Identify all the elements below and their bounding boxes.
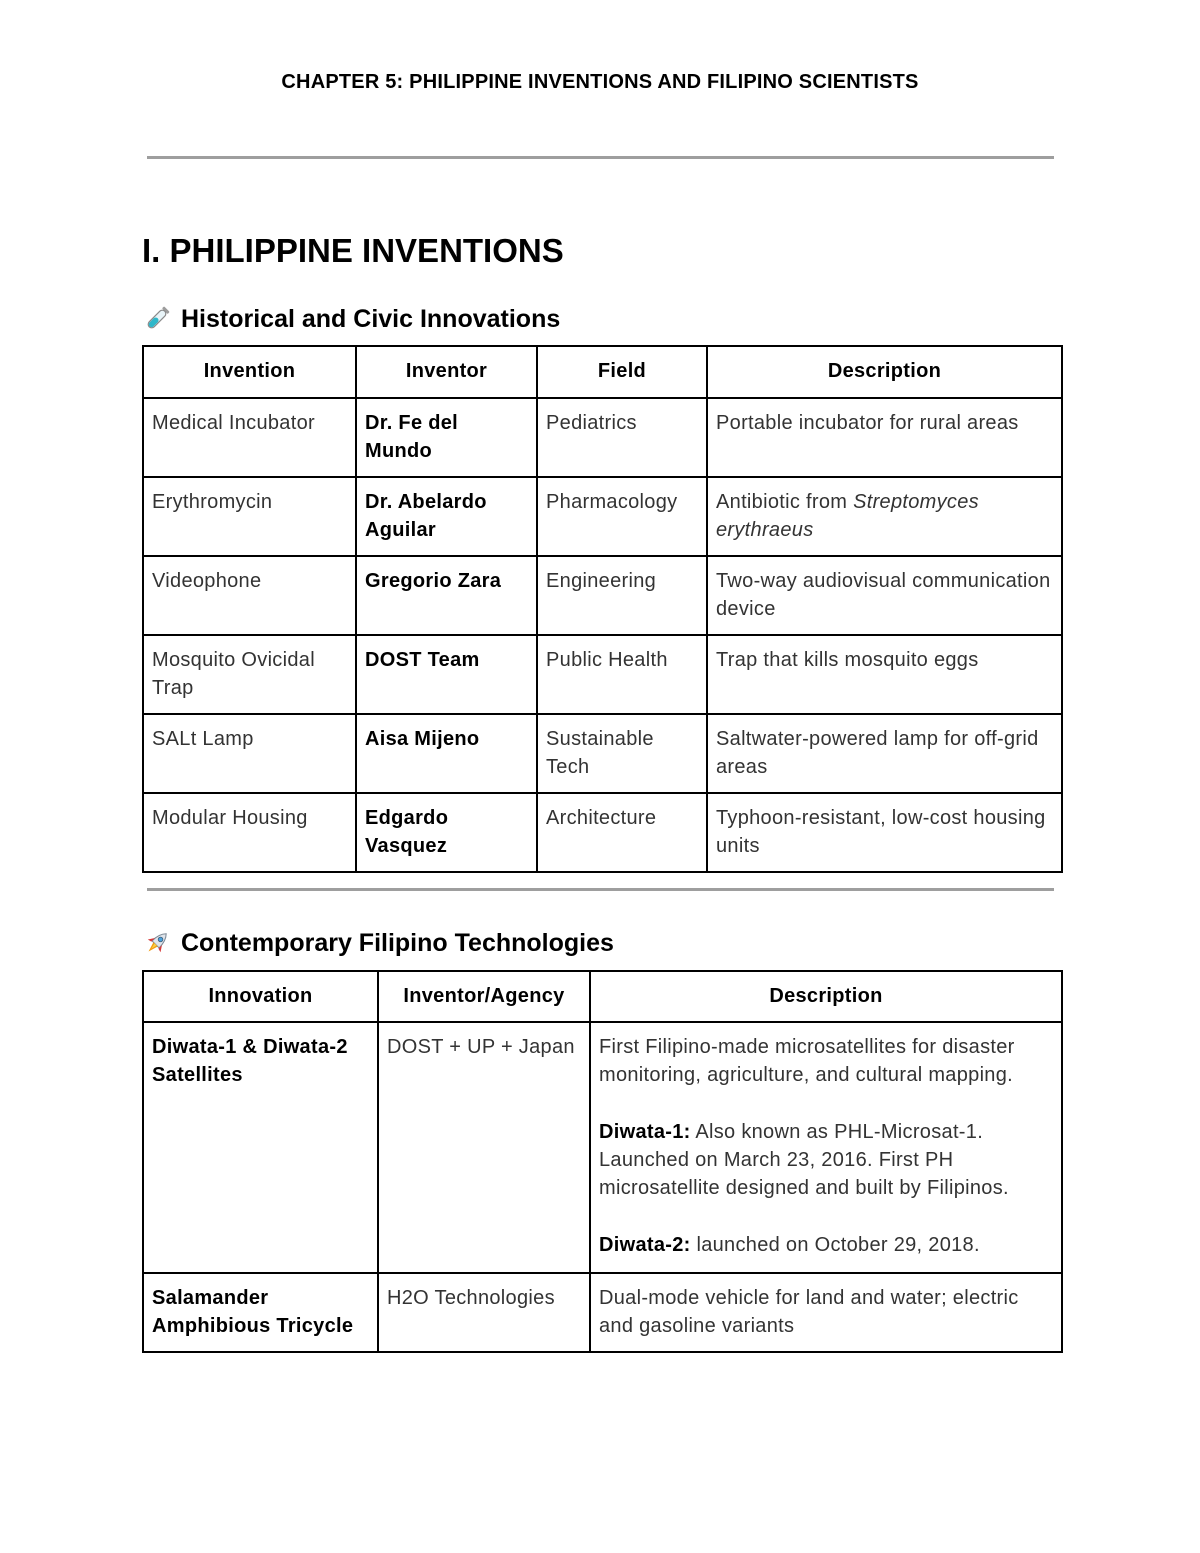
inventor-cell: Dr. Fe del Mundo xyxy=(356,398,537,477)
column-header: Innovation xyxy=(143,971,378,1022)
section-title: I. PHILIPPINE INVENTIONS xyxy=(142,232,564,269)
table-row xyxy=(143,714,1062,793)
test-tube-icon xyxy=(142,304,172,334)
horizontal-divider xyxy=(147,888,1054,891)
historical-heading xyxy=(142,304,560,334)
column-header: Invention xyxy=(143,346,356,398)
table-row xyxy=(143,477,1062,556)
invention-cell: Videophone xyxy=(143,556,356,635)
description-cell: Dual-mode vehicle for land and water; electric and gasoline variants xyxy=(590,1273,1062,1352)
field-cell: Architecture xyxy=(537,793,707,872)
field-cell: Public Health xyxy=(537,635,707,714)
column-header: Description xyxy=(707,346,1062,398)
table-row xyxy=(143,635,1062,714)
diwata-1-label: Diwata-1: xyxy=(599,1121,691,1143)
column-header: Inventor/Agency xyxy=(378,971,590,1022)
agency-cell: H2O Technologies xyxy=(378,1273,590,1352)
description-cell: Two-way audiovisual communication device xyxy=(707,556,1062,635)
table-row xyxy=(143,1022,1062,1273)
invention-cell: Medical Incubator xyxy=(143,398,356,477)
table-row xyxy=(143,556,1062,635)
agency-cell: DOST + UP + Japan xyxy=(378,1022,590,1273)
description-cell xyxy=(707,477,1062,556)
description-cell: Typhoon-resistant, low-cost housing units xyxy=(707,793,1062,872)
horizontal-divider xyxy=(147,156,1054,159)
description-cell: Saltwater-powered lamp for off-grid areas xyxy=(707,714,1062,793)
column-header: Field xyxy=(537,346,707,398)
invention-cell: SALt Lamp xyxy=(143,714,356,793)
description-text: First Filipino-made microsatellites for disaster monitoring, agriculture, and cultural mapping. xyxy=(599,1036,1015,1086)
description-cell xyxy=(590,1022,1062,1273)
chapter-title: CHAPTER 5: PHILIPPINE INVENTIONS AND FILIPINO SCIENTISTS xyxy=(281,71,919,93)
invention-cell: Erythromycin xyxy=(143,477,356,556)
column-header: Inventor xyxy=(356,346,537,398)
contemporary-technologies-table xyxy=(142,970,1063,1353)
historical-heading-text: Historical and Civic Innovations xyxy=(181,304,561,333)
inventor-cell: Aisa Mijeno xyxy=(356,714,537,793)
table-row xyxy=(143,398,1062,477)
table-header-row xyxy=(143,971,1062,1022)
invention-cell: Modular Housing xyxy=(143,793,356,872)
invention-cell: Mosquito Ovicidal Trap xyxy=(143,635,356,714)
rocket-icon xyxy=(142,928,172,958)
diwata-2-label: Diwata-2: xyxy=(599,1234,691,1256)
inventor-cell: Gregorio Zara xyxy=(356,556,537,635)
inventor-cell: Dr. Abelardo Aguilar xyxy=(356,477,537,556)
inventor-cell: DOST Team xyxy=(356,635,537,714)
historical-innovations-table xyxy=(142,345,1063,873)
inventor-cell: Edgardo Vasquez xyxy=(356,793,537,872)
diwata-2-text: launched on October 29, 2018. xyxy=(690,1234,980,1256)
description-text: Antibiotic from xyxy=(716,491,854,513)
innovation-cell: Diwata-1 & Diwata-2 Satellites xyxy=(143,1022,378,1273)
species-name: Streptomyces erythraeus xyxy=(716,491,979,541)
description-cell: Portable incubator for rural areas xyxy=(707,398,1062,477)
innovation-cell: Salamander Amphibious Tricycle xyxy=(143,1273,378,1352)
field-cell: Pharmacology xyxy=(537,477,707,556)
contemporary-heading xyxy=(142,928,614,958)
contemporary-heading-text: Contemporary Filipino Technologies xyxy=(181,928,614,957)
field-cell: Engineering xyxy=(537,556,707,635)
table-row xyxy=(143,793,1062,872)
column-header: Description xyxy=(590,971,1062,1022)
field-cell: Sustainable Tech xyxy=(537,714,707,793)
table-row xyxy=(143,1273,1062,1352)
diwata-1-text: Also known as PHL-Microsat-1. Launched on March 23, 2016. First PH microsatellite designed and built by Filipinos. xyxy=(599,1121,1009,1199)
field-cell: Pediatrics xyxy=(537,398,707,477)
description-cell: Trap that kills mosquito eggs xyxy=(707,635,1062,714)
table-header-row xyxy=(143,346,1062,398)
